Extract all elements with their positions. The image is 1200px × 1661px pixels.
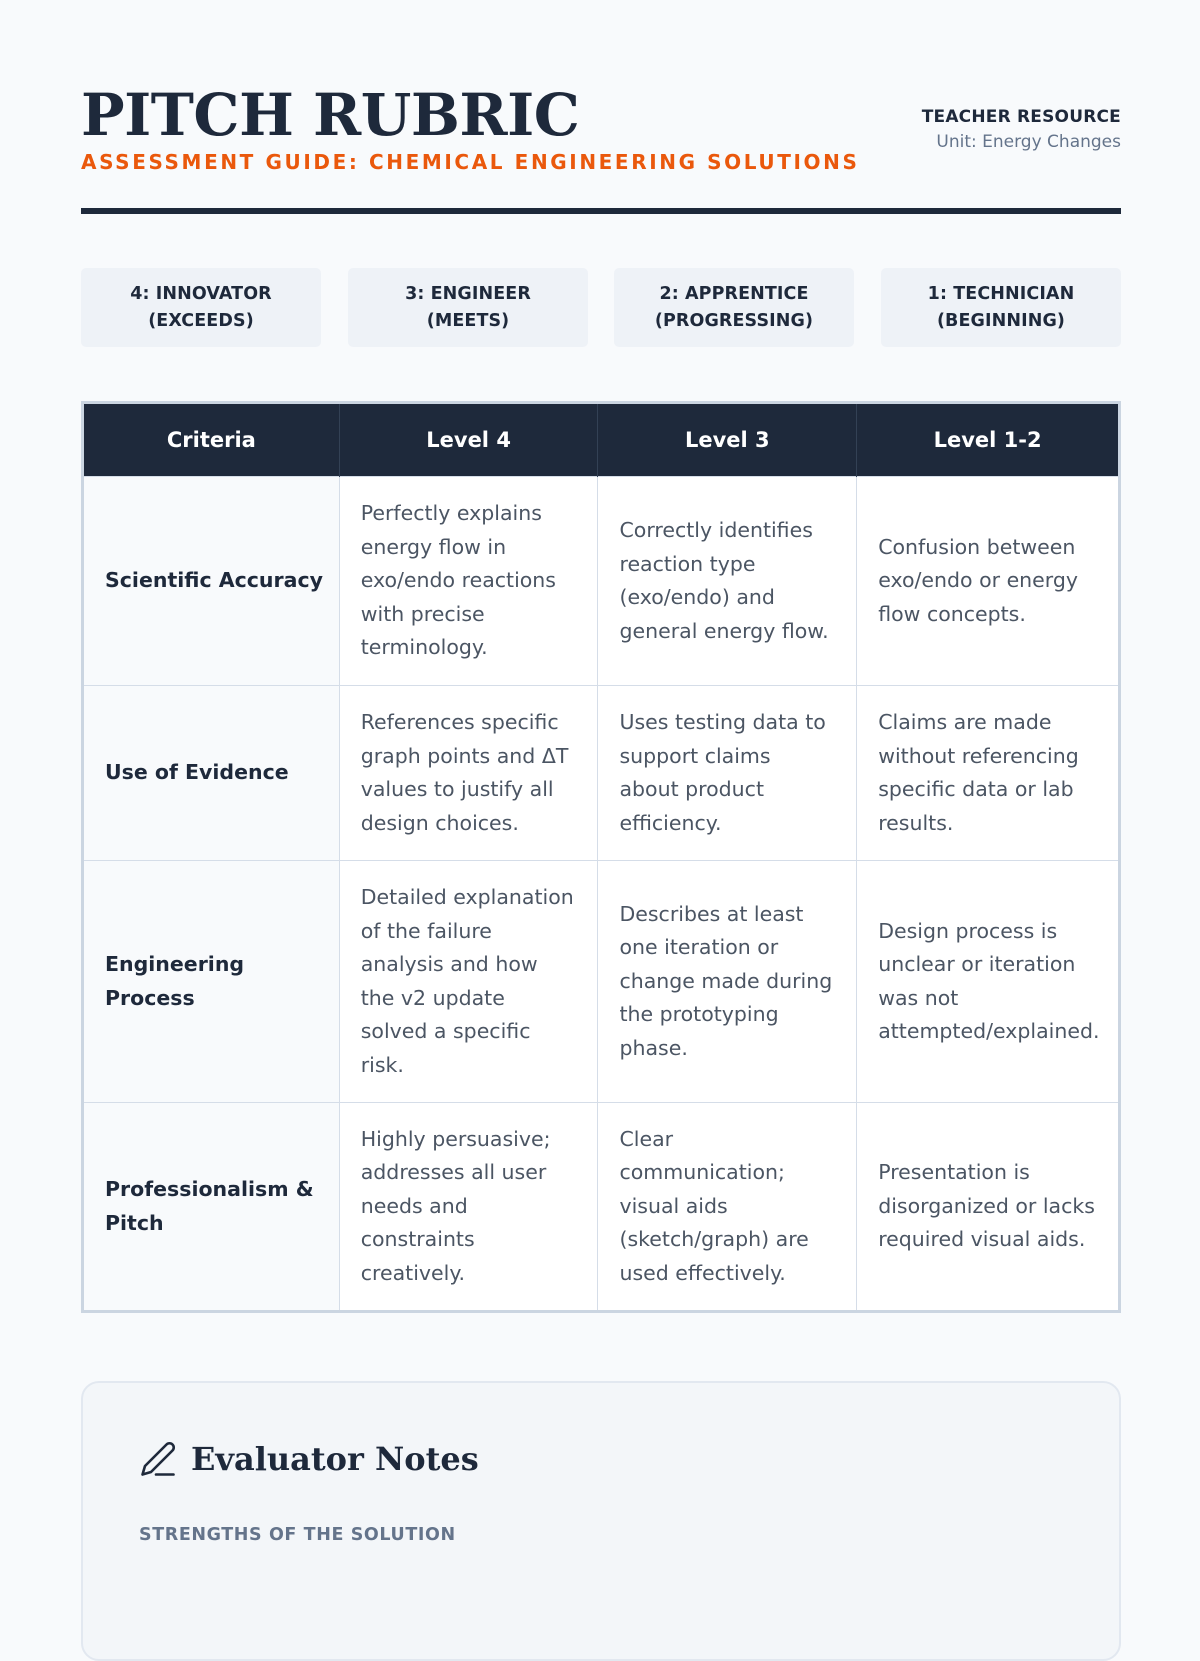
page-title: PITCH RUBRIC <box>81 81 580 149</box>
unit-label: Unit: Energy Changes <box>936 132 1121 152</box>
level-3-cell: Correctly identifies reaction type (exo/endo) and general energy flow. <box>598 477 857 686</box>
criteria-cell: Use of Evidence <box>83 686 340 861</box>
table-row <box>83 1103 1120 1312</box>
pencil-icon <box>139 1440 177 1478</box>
level-1-2-cell: Presentation is disorganized or lacks required visual aids. <box>857 1103 1120 1312</box>
strengths-label: STRENGTHS OF THE SOLUTION <box>139 1525 456 1545</box>
level-1-2-cell: Confusion between exo/endo or energy flow concepts. <box>857 477 1120 686</box>
notes-title: Evaluator Notes <box>191 1440 479 1478</box>
column-header-level-4: Level 4 <box>339 403 598 477</box>
page-header <box>81 82 1121 212</box>
level-4-cell: Perfectly explains energy flow in exo/endo reactions with precise terminology. <box>339 477 598 686</box>
table-row <box>83 477 1120 686</box>
resource-meta <box>922 105 1121 155</box>
criteria-cell: Scientific Accuracy <box>83 477 340 686</box>
level-1-2-cell: Claims are made without referencing specific data or lab results. <box>857 686 1120 861</box>
header-divider <box>81 208 1121 214</box>
column-header-criteria: Criteria <box>83 403 340 477</box>
level-legend <box>81 268 1121 347</box>
notes-heading <box>139 1439 479 1479</box>
level-4-cell: Highly persuasive; addresses all user needs and constraints creatively. <box>339 1103 598 1312</box>
level-4-cell: References specific graph points and ΔT values to justify all design choices. <box>339 686 598 861</box>
level-1-2-cell: Design process is unclear or iteration was not attempted/explained. <box>857 861 1120 1103</box>
level-3-cell: Clear communication; visual aids (sketch/graph) are used effectively. <box>598 1103 857 1312</box>
table-row <box>83 686 1120 861</box>
level-chip-innovator: 4: INNOVATOR (EXCEEDS) <box>81 268 321 347</box>
level-chip-engineer: 3: ENGINEER (MEETS) <box>348 268 588 347</box>
page-subtitle: ASSESSMENT GUIDE: CHEMICAL ENGINEERING SOLUTIONS <box>81 150 860 174</box>
column-header-level-1-2: Level 1-2 <box>857 403 1120 477</box>
criteria-cell: Professionalism & Pitch <box>83 1103 340 1312</box>
table-header-row <box>83 403 1120 477</box>
resource-label: TEACHER RESOURCE <box>921 107 1121 127</box>
level-3-cell: Uses testing data to support claims about product efficiency. <box>598 686 857 861</box>
level-3-cell: Describes at least one iteration or change made during the prototyping phase. <box>598 861 857 1103</box>
column-header-level-3: Level 3 <box>598 403 857 477</box>
level-4-cell: Detailed explanation of the failure analysis and how the v2 update solved a specific risk. <box>339 861 598 1103</box>
criteria-cell: Engineering Process <box>83 861 340 1103</box>
rubric-table <box>81 401 1121 1313</box>
level-chip-technician: 1: TECHNICIAN (BEGINNING) <box>881 268 1121 347</box>
level-chip-apprentice: 2: APPRENTICE (PROGRESSING) <box>614 268 854 347</box>
evaluator-notes-panel <box>81 1381 1121 1661</box>
table-row <box>83 861 1120 1103</box>
